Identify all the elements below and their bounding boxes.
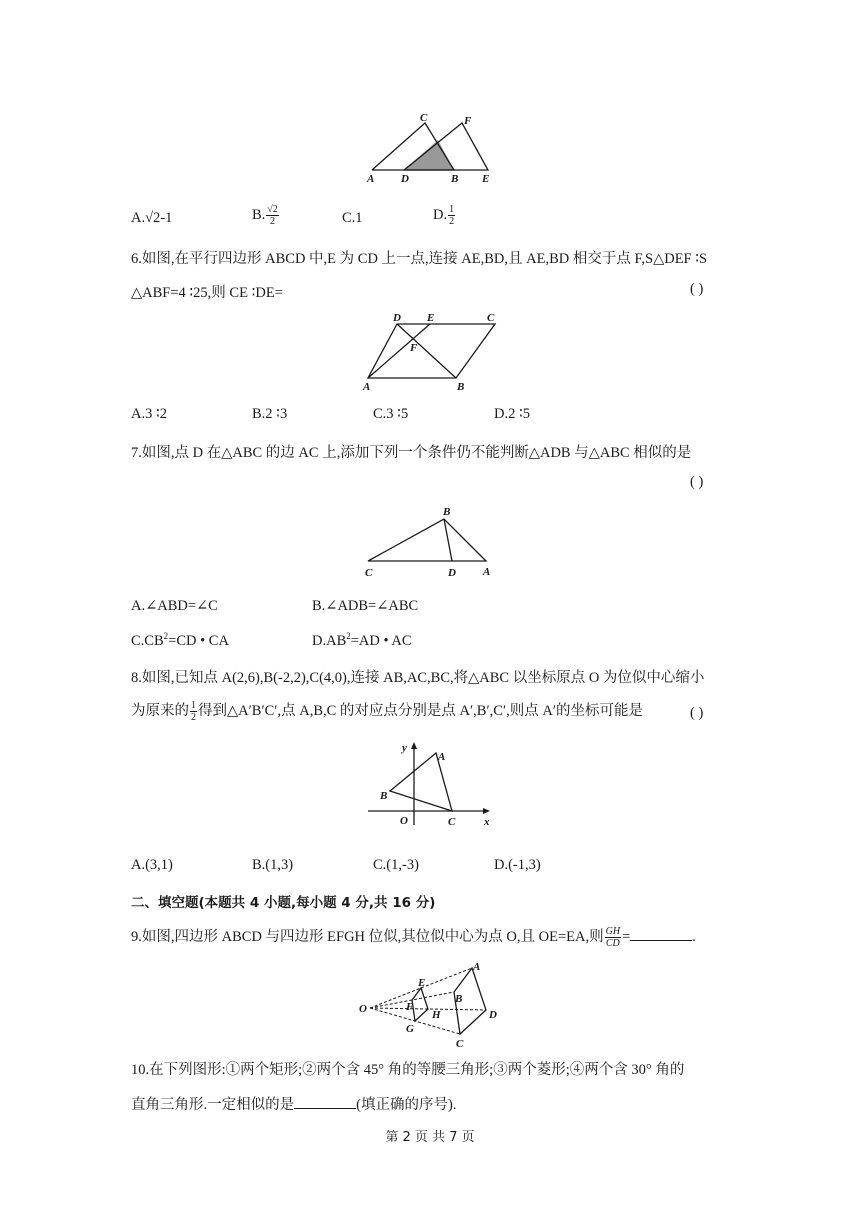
q7-option-c-exponent: 2 bbox=[163, 631, 169, 641]
parallelogram-abcd bbox=[368, 324, 495, 378]
q8-fraction bbox=[190, 700, 197, 723]
q8-text-line2 bbox=[131, 699, 643, 723]
q9-fraction-num: GH bbox=[605, 926, 621, 938]
fig9-label-d: D bbox=[489, 1009, 497, 1021]
q10-line2-post: (填正确的序号). bbox=[356, 1097, 457, 1113]
q9-answer-blank[interactable] bbox=[630, 928, 692, 941]
q5-option-d-prefix: D. bbox=[433, 206, 448, 223]
segment-ae bbox=[368, 324, 430, 378]
q6-option-c: C.3 ∶5 bbox=[373, 406, 409, 422]
q9-fraction bbox=[605, 926, 621, 949]
q7-answer-paren: ( ) bbox=[690, 474, 704, 490]
q7-option-c bbox=[131, 631, 229, 650]
x-axis-arrow bbox=[483, 808, 490, 814]
fig5-label-c: C bbox=[420, 112, 428, 124]
fig6-label-d: D bbox=[393, 312, 401, 324]
fig6-label-f: F bbox=[410, 342, 418, 354]
q7-option-b: B.∠ADB=∠ABC bbox=[312, 598, 419, 614]
triangle-abc-q7 bbox=[368, 519, 486, 561]
q5-option-d-num: 1 bbox=[449, 204, 455, 215]
fig8-label-c: C bbox=[448, 816, 456, 828]
q5-option-c: C.1 bbox=[342, 210, 363, 226]
q7-option-d-exponent: 2 bbox=[346, 631, 351, 641]
q10-text-line1: 10.在下列图形:①两个矩形;②两个含 45° 角的等腰三角形;③两个菱形;④两个含 30° 角的 bbox=[131, 1062, 685, 1078]
q5-option-d-den: 2 bbox=[449, 216, 455, 227]
segment-bd bbox=[397, 324, 456, 378]
fig5-label-f: F bbox=[464, 115, 472, 127]
q9-period: . bbox=[692, 929, 696, 945]
fig9-label-b: B bbox=[455, 993, 463, 1005]
fig7-label-d: D bbox=[448, 567, 456, 579]
q10-line2-pre: 直角三角形.一定相似的是 bbox=[131, 1097, 295, 1113]
q6-option-a: A.3 ∶2 bbox=[131, 406, 167, 422]
q9-text-pre: 9.如图,四边形 ABCD 与四边形 EFGH 位似,其位似中心为点 O,且 OE=EA,则 bbox=[131, 929, 604, 945]
shaded-triangle bbox=[404, 140, 454, 170]
q5-option-b-num: √2 bbox=[267, 204, 278, 215]
q7-option-a: A.∠ABD=∠C bbox=[131, 598, 218, 614]
q5-option-d bbox=[433, 204, 456, 227]
q9-text bbox=[131, 925, 696, 949]
fig8-label-o: O bbox=[400, 815, 408, 827]
q6-text-line1: 6.如图,在平行四边形 ABCD 中,E 为 CD 上一点,连接 AE,BD,且 AE,BD 相交于点 F,S△DEF ∶S bbox=[131, 251, 708, 267]
fig8-label-y: y bbox=[402, 742, 407, 754]
fig5-label-d: D bbox=[401, 173, 409, 185]
q8-text-line1: 8.如图,已知点 A(2,6),B(-2,2),C(4,0),连接 AB,AC,BC,将△ABC 以坐标原点 O 为位似中心缩小 bbox=[131, 670, 705, 686]
q7-text-line1: 7.如图,点 D 在△ABC 的边 AC 上,添加下列一个条件仍不能判断△ADB 与△ABC 相似的是 bbox=[131, 445, 692, 461]
q8-line2-post: 得到△A′B′C′,点 A,B,C 的对应点分别是点 A′,B′,C′,则点 A′的坐标可能是 bbox=[198, 703, 644, 719]
y-axis-arrow bbox=[411, 742, 417, 749]
q5-option-b-fraction bbox=[266, 204, 279, 227]
q7-option-d bbox=[312, 631, 412, 650]
figure-q7 bbox=[360, 503, 500, 581]
fig5-label-b: B bbox=[451, 173, 459, 185]
q5-option-a: A.√2-1 bbox=[131, 210, 173, 226]
fig8-label-x: x bbox=[484, 816, 490, 828]
q7-option-c-base: C.CB bbox=[131, 632, 164, 649]
q10-answer-blank[interactable] bbox=[294, 1096, 356, 1109]
figure-q9 bbox=[356, 958, 506, 1050]
fig9-label-e: E bbox=[418, 977, 426, 989]
fig6-label-b: B bbox=[457, 381, 465, 393]
fig9-label-c: C bbox=[456, 1038, 464, 1050]
q5-option-b-den: 2 bbox=[270, 216, 276, 227]
fig8-label-b: B bbox=[380, 790, 388, 802]
q8-line2-pre: 为原来的 bbox=[131, 703, 189, 719]
q8-answer-paren: ( ) bbox=[690, 705, 704, 721]
q8-option-c: C.(1,-3) bbox=[373, 857, 419, 873]
q7-option-c-rest: =CD • CA bbox=[168, 632, 229, 649]
figure-q8 bbox=[362, 735, 502, 829]
q9-fraction-den: CD bbox=[605, 938, 620, 950]
q8-fraction-num: 1 bbox=[191, 700, 196, 712]
fig7-label-c: C bbox=[365, 567, 373, 579]
q7-option-d-base: D.AB bbox=[312, 632, 347, 649]
q8-option-a: A.(3,1) bbox=[131, 857, 173, 873]
fig5-label-a: A bbox=[367, 173, 375, 185]
q9-equals: = bbox=[622, 929, 631, 945]
fig8-label-a: A bbox=[438, 751, 446, 763]
quad-efgh bbox=[412, 988, 428, 1021]
q7-option-d-rest: =AD • AC bbox=[350, 632, 412, 649]
q6-option-d: D.2 ∶5 bbox=[494, 406, 530, 422]
q6-text-line2: △ABF=4 ∶25,则 CE ∶DE= bbox=[131, 285, 283, 301]
fig9-label-o: O bbox=[359, 1003, 367, 1015]
fig6-label-c: C bbox=[487, 312, 495, 324]
fig7-label-a: A bbox=[483, 566, 491, 578]
q8-option-d: D.(-1,3) bbox=[494, 857, 541, 873]
q5-option-b-prefix: B. bbox=[252, 206, 266, 223]
q6-answer-paren: ( ) bbox=[690, 281, 704, 297]
fig7-label-b: B bbox=[443, 506, 451, 518]
q10-text-line2 bbox=[131, 1093, 456, 1114]
q5-option-b bbox=[252, 204, 280, 227]
q6-option-b: B.2 ∶3 bbox=[252, 406, 288, 422]
figure-q6 bbox=[358, 310, 506, 394]
q5-option-d-fraction bbox=[448, 204, 455, 227]
fig9-label-h: H bbox=[432, 1009, 441, 1021]
fig6-label-e: E bbox=[427, 312, 435, 324]
q8-fraction-den: 2 bbox=[191, 712, 196, 724]
fig6-label-a: A bbox=[363, 381, 371, 393]
fig9-label-f: F bbox=[406, 1001, 414, 1013]
fig9-label-g: G bbox=[406, 1023, 414, 1035]
figure-q5 bbox=[362, 112, 502, 188]
fig5-label-e: E bbox=[482, 173, 490, 185]
fig9-label-a: A bbox=[473, 961, 481, 973]
section-heading-fill-in: 二、填空题(本题共 4 小题,每小题 4 分,共 16 分) bbox=[131, 895, 436, 911]
page-footer: 第 2 页 共 7 页 bbox=[385, 1130, 475, 1145]
q8-option-b: B.(1,3) bbox=[252, 857, 294, 873]
